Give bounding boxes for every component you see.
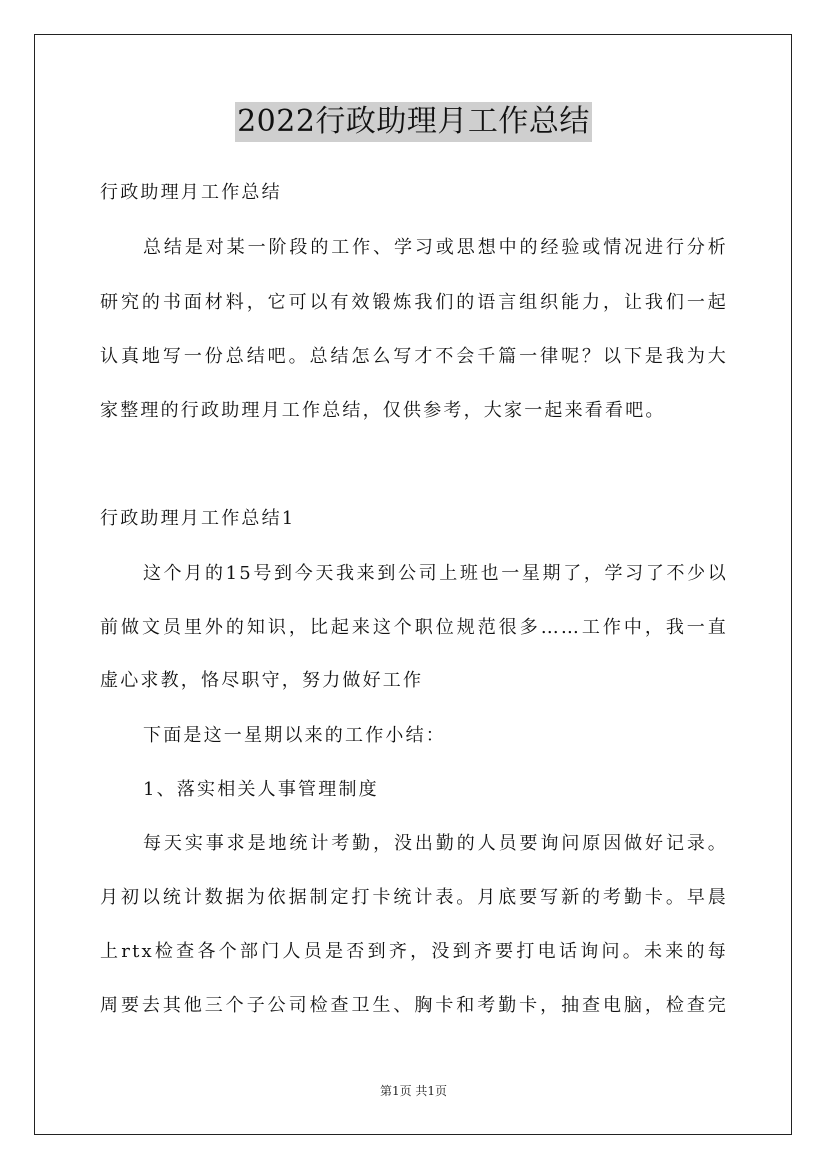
para1-line-3: 虚心求教，恪尽职守，努力做好工作: [100, 670, 424, 691]
para1-line-2: 前做文员里外的知识，比起来这个职位规范很多……工作中，我一直: [100, 617, 728, 638]
para3-line-2: 月初以统计数据为依据制定打卡统计表。月底要写新的考勤卡。早晨: [100, 887, 728, 908]
para3-line-3: 上rtx检查各个部门人员是否到齐，没到齐要打电话询问。未来的每: [100, 941, 728, 962]
intro-line-4: 家整理的行政助理月工作总结，仅供参考，大家一起来看看吧。: [100, 400, 666, 421]
document-subtitle: 行政助理月工作总结: [100, 182, 282, 203]
para3-line-1: 每天实事求是地统计考勤，没出勤的人员要询问原因做好记录。: [143, 833, 728, 854]
intro-line-2: 研究的书面材料，它可以有效锻炼我们的语言组织能力，让我们一起: [100, 292, 728, 313]
page-footer: 第1页 共1页: [379, 1084, 448, 1098]
para3-line-4: 周要去其他三个子公司检查卫生、胸卡和考勤卡，抽查电脑，检查完: [100, 995, 728, 1016]
para2-line: 下面是这一星期以来的工作小结：: [143, 725, 446, 746]
intro-line-3: 认真地写一份总结吧。总结怎么写才不会千篇一律呢？以下是我为大: [100, 346, 728, 367]
document-title: 2022行政助理月工作总结: [235, 102, 592, 142]
intro-line-1: 总结是对某一阶段的工作、学习或思想中的经验或情况进行分析: [143, 237, 728, 258]
title-container: [0, 102, 827, 142]
list-item-1: 1、落实相关人事管理制度: [143, 779, 379, 800]
para1-line-1: 这个月的15号到今天我来到公司上班也一星期了，学习了不少以: [143, 563, 728, 584]
section-heading: 行政助理月工作总结1: [100, 508, 296, 529]
